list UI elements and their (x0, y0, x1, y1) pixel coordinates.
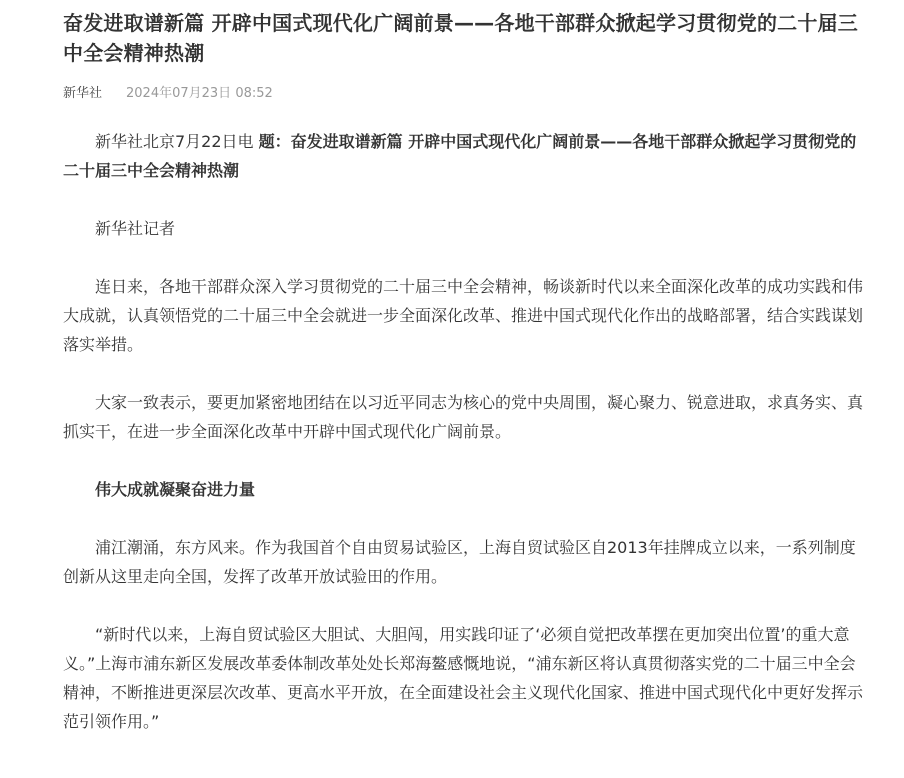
section-paragraph-1: 浦江潮涌，东方风来。作为我国首个自由贸易试验区，上海自贸试验区自2013年挂牌成立以来，一系列制度创新从这里走向全国，发挥了改革开放试验田的作用。 (63, 538, 856, 586)
article-body (63, 127, 865, 736)
section-heading: 伟大成就凝聚奋进力量 (95, 480, 256, 499)
article (63, 8, 865, 765)
body-paragraph-2: 大家一致表示，要更加紧密地团结在以习近平同志为核心的党中央周围，凝心聚力、锐意进取，求真务实、真抓实干，在进一步全面深化改革中开辟中国式现代化广阔前景。 (63, 393, 864, 441)
section-paragraph-2: “新时代以来，上海自贸试验区大胆试、大胆闯，用实践印证了‘必须自觉把改革摆在更加突出位置’的重大意义。”上海市浦东新区发展改革委体制改革处处长郑海鳌感慨地说，“浦东新区将认真贯彻落实党的二十届三中全会精神，不断推进更深层次改革、更高水平开放，在全面建设社会主义现代化国家、推进中国式现代化中更好发挥示范引领作用。” (63, 625, 864, 731)
dateline-title: 题：奋发进取谱新篇 开辟中国式现代化广阔前景——各地干部群众掀起学习贯彻党的二十届三中全会精神热潮 (63, 132, 857, 180)
article-datetime: 2024年07月23日 08:52 (126, 86, 273, 101)
article-title: 奋发进取谱新篇 开辟中国式现代化广阔前景——各地干部群众掀起学习贯彻党的二十届三中全会精神热潮 (63, 11, 858, 65)
body-paragraph-1: 连日来，各地干部群众深入学习贯彻党的二十届三中全会精神，畅谈新时代以来全面深化改革的成功实践和伟大成就，认真领悟党的二十届三中全会就进一步全面深化改革、推进中国式现代化作出的战略部署，结合实践谋划落实举措。 (63, 277, 864, 354)
dateline: 新华社北京7月22日电 (95, 132, 259, 151)
byline: 新华社记者 (95, 219, 176, 238)
dateline-paragraph (63, 127, 865, 185)
article-source[interactable]: 新华社 (63, 86, 103, 101)
article-meta (63, 84, 865, 104)
